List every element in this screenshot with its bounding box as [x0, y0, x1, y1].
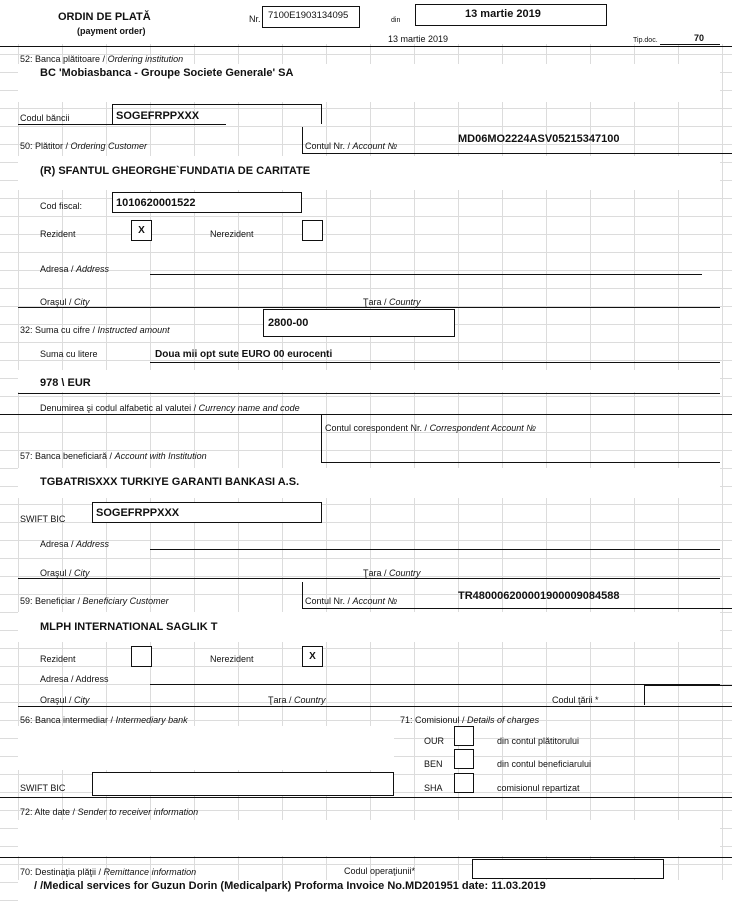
beneficiary-address-line	[150, 684, 720, 685]
beneficiary-name: MLPH INTERNATIONAL SAGLIK T	[40, 621, 218, 633]
beneficiary-bank-city-line	[18, 578, 720, 579]
bank-code-value: SOGEFRPPXXX	[116, 110, 200, 122]
tipdoc-value: 70	[694, 33, 705, 43]
bank-code-underline	[18, 124, 226, 125]
ordering-bank-label: 52: Banca plătitoare / Ordering institution	[20, 54, 184, 64]
currency-area	[18, 370, 720, 392]
amount-words-value: Doua mii opt sute EURO 00 eurocenti	[155, 349, 333, 360]
beneficiary-bank-country-label: Ţara / Country	[363, 568, 421, 578]
beneficiary-account-bottom	[302, 608, 732, 609]
payer-account-left	[302, 127, 303, 153]
bank-code-top	[112, 104, 322, 105]
form-title: ORDIN DE PLATĂ	[58, 11, 151, 23]
beneficiary-resident-label: Rezident	[40, 654, 76, 664]
beneficiary-bank-city-label: Oraşul / City	[40, 568, 90, 578]
ordering-bank-value: BC 'Mobiasbanca - Groupe Societe Generale' SA	[40, 67, 294, 79]
number-value: 7100E1903134095	[268, 10, 349, 21]
charge-our-checkbox[interactable]	[454, 726, 474, 746]
date-din-label: din	[391, 17, 401, 24]
beneficiary-city-line	[18, 706, 732, 707]
payer-resident-mark: X	[138, 225, 145, 236]
payer-name: (R) SFANTUL GHEORGHE`FUNDATIA DE CARITATE	[40, 165, 311, 177]
correspondent-account-bottom	[321, 462, 720, 463]
other-info-divider	[0, 857, 732, 858]
beneficiary-nonresident-mark: X	[309, 651, 316, 662]
operation-code-label: Codul operaţiunii*	[344, 866, 416, 876]
bank-code-right	[321, 104, 322, 124]
form-subtitle: (payment order)	[77, 26, 146, 36]
fiscal-code-label: Cod fiscal:	[40, 201, 83, 211]
country-code-left	[644, 685, 645, 705]
charge-our-code: OUR	[424, 736, 444, 746]
tipdoc-label: Tip.doc.	[633, 37, 658, 44]
date-small: 13 martie 2019	[388, 34, 449, 44]
amount-label: 32: Suma cu cifre / Instructed amount	[20, 325, 170, 335]
other-info-area	[18, 820, 720, 856]
payer-nonresident-label: Nerezident	[210, 229, 254, 239]
beneficiary-country-label: Ţara / Country	[268, 695, 326, 705]
beneficiary-bank-address-line	[150, 549, 720, 550]
remittance-label: 70: Destinaţia plăţii / Remittance information	[20, 867, 197, 877]
beneficiary-city-label: Oraşul / City	[40, 695, 90, 705]
amount-value: 2800-00	[268, 317, 309, 329]
charge-sha-text: comisionul repartizat	[497, 783, 580, 793]
bank-code-label: Codul băncii	[20, 113, 70, 123]
beneficiary-nonresident-label: Nerezident	[210, 654, 254, 664]
charge-sha-code: SHA	[424, 783, 443, 793]
country-code-label: Codul ţării *	[552, 695, 599, 705]
payer-address-label: Adresa / Address	[40, 264, 110, 274]
header-divider	[0, 46, 732, 47]
beneficiary-bank-value: TGBATRISXXX TURKIYE GARANTI BANKASI A.S.	[40, 476, 300, 488]
payer-address-line	[150, 274, 702, 275]
beneficiary-address-label: Adresa / Address	[40, 674, 109, 684]
beneficiary-bank-address-label: Adresa / Address	[40, 539, 110, 549]
number-label: Nr.	[249, 14, 261, 24]
beneficiary-swift-label: SWIFT BIC	[20, 514, 66, 524]
intermediary-bank-label: 56: Banca intermediar / Intermediary bank	[20, 715, 188, 725]
charges-divider	[0, 797, 732, 798]
payer-resident-label: Rezident	[40, 229, 76, 239]
remittance-value: / /Medical services for Guzun Dorin (Medicalpark) Proforma Invoice No.MD201951 date: 11.03.2019	[34, 880, 546, 892]
charges-label: 71: Comisionul / Details of charges	[400, 715, 540, 725]
correspondent-account-label: Contul corespondent Nr. / Correspondent Account №	[325, 423, 537, 433]
country-code-top	[644, 685, 732, 686]
correspondent-account-left	[321, 414, 322, 462]
beneficiary-account-label: Contul Nr. / Account №	[305, 596, 398, 606]
amount-divider	[0, 414, 732, 415]
charge-ben-text: din contul beneficiarului	[497, 759, 592, 769]
currency-value: 978 \ EUR	[40, 377, 91, 389]
payer-account-bottom	[302, 153, 732, 154]
beneficiary-account-left	[302, 582, 303, 608]
beneficiary-resident-checkbox[interactable]	[131, 646, 152, 667]
beneficiary-swift-value: SOGEFRPPXXX	[96, 507, 180, 519]
payer-city-label: Oraşul / City	[40, 297, 90, 307]
intermediary-bank-area	[18, 726, 394, 770]
payer-nonresident-checkbox[interactable]	[302, 220, 323, 241]
bank-code-divider	[112, 104, 113, 124]
date-value: 13 martie 2019	[465, 8, 541, 20]
tipdoc-underline	[660, 44, 720, 45]
intermediary-swift-box	[92, 772, 394, 796]
beneficiary-account-value: TR480006200001900009084588	[458, 590, 620, 602]
charge-sha-checkbox[interactable]	[454, 773, 474, 793]
charge-ben-checkbox[interactable]	[454, 749, 474, 769]
payer-label: 50: Plătitor / Ordering Customer	[20, 141, 148, 151]
intermediary-swift-label: SWIFT BIC	[20, 783, 66, 793]
payer-country-label: Ţara / Country	[363, 297, 421, 307]
charge-ben-code: BEN	[424, 759, 443, 769]
beneficiary-label: 59: Beneficiar / Beneficiary Customer	[20, 596, 169, 606]
beneficiary-bank-label: 57: Banca beneficiară / Account with Institution	[20, 451, 207, 461]
charge-our-text: din contul plătitorului	[497, 736, 580, 746]
payer-account-label: Contul Nr. / Account №	[305, 141, 398, 151]
other-info-label: 72: Alte date / Sender to receiver information	[20, 807, 199, 817]
amount-words-line	[150, 362, 720, 363]
payer-account-value: MD06MO2224ASV05215347100	[458, 133, 620, 145]
currency-line	[18, 393, 720, 394]
payer-city-line	[18, 307, 720, 308]
amount-words-label: Suma cu litere	[40, 349, 98, 359]
fiscal-code-value: 1010620001522	[116, 197, 196, 209]
currency-label: Denumirea şi codul alfabetic al valutei / Currency name and code	[40, 403, 300, 413]
operation-code-box	[472, 859, 664, 879]
